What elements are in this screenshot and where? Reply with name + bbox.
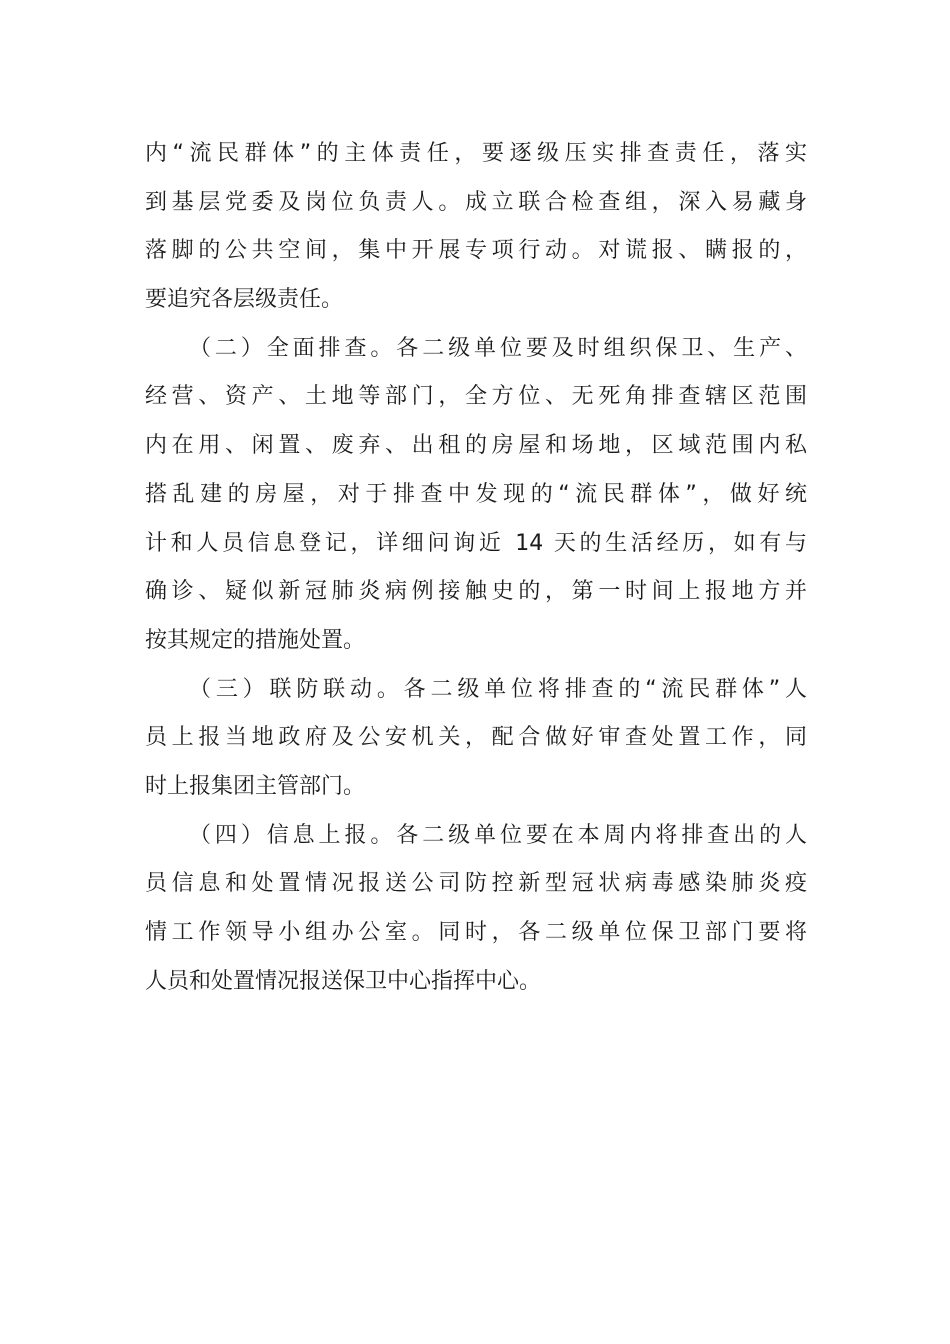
text-line: 内在用、闲置、废弃、出租的房屋和场地，区域范围内私 xyxy=(145,433,807,459)
text-line: 情工作领导小组办公室。同时，各二级单位保卫部门要将 xyxy=(145,920,807,945)
text-line: （三）联防联动。各二级单位将排查的“流民群体”人 xyxy=(189,676,807,702)
text-line: 人员和处置情况报送保卫中心指挥中心。 xyxy=(145,968,542,994)
text-line: 员上报当地政府及公安机关，配合做好审查处置工作，同 xyxy=(145,725,807,751)
text-line: 要追究各层级责任。 xyxy=(145,287,344,313)
text-line: 内“流民群体”的主体责任，要逐级压实排查责任，落实 xyxy=(145,141,807,166)
text-line: 落脚的公共空间，集中开展专项行动。对谎报、瞒报的， xyxy=(145,238,807,264)
text-line: 确诊、疑似新冠肺炎病例接触史的，第一时间上报地方并 xyxy=(145,579,807,605)
text-line: 经营、资产、土地等部门，全方位、无死角排查辖区范围 xyxy=(145,384,807,410)
text-line: （四）信息上报。各二级单位要在本周内将排查出的人 xyxy=(189,822,807,848)
text-line: 到基层党委及岗位负责人。成立联合检查组，深入易藏身 xyxy=(145,189,807,215)
text-line: 按其规定的措施处置。 xyxy=(145,627,366,653)
text-line: 计和人员信息登记，详细问询近 14 天的生活经历，如有与 xyxy=(145,530,807,556)
text-line: 员信息和处置情况报送公司防控新型冠状病毒感染肺炎疫 xyxy=(145,871,807,897)
text-line: 时上报集团主管部门。 xyxy=(145,773,366,799)
document-body xyxy=(145,130,807,1006)
text-line: （二）全面排查。各二级单位要及时组织保卫、生产、 xyxy=(189,335,807,361)
text-line: 搭乱建的房屋，对于排查中发现的“流民群体”，做好统 xyxy=(145,481,807,507)
